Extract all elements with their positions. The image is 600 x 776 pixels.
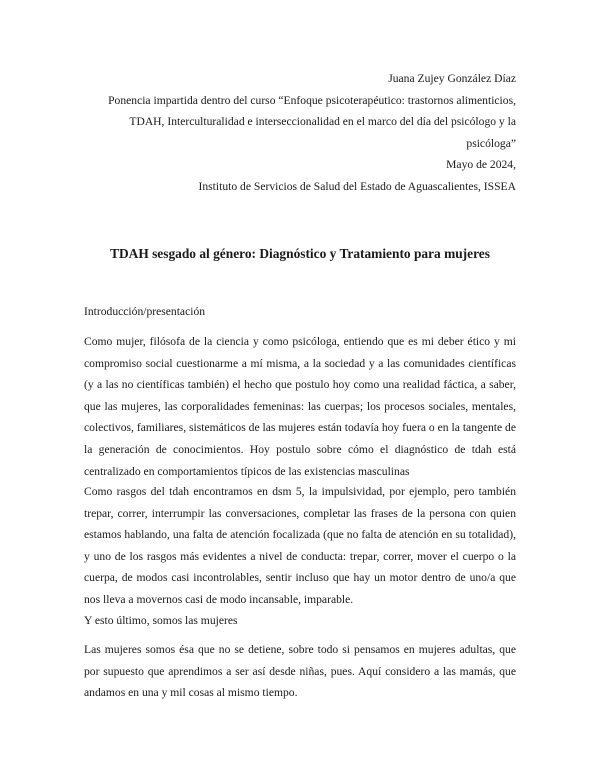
paragraph-line: trepar, correr, interrumpir las conversaciones, completar las frases de la persona con quien bbox=[84, 506, 516, 520]
header-line: Ponencia impartida dentro del curso “Enfoque psicoterapéutico: trastornos alimenticios, bbox=[108, 93, 516, 107]
header-line: psicóloga” bbox=[466, 136, 516, 150]
paragraph-line: (y a las no científicas también) el hecho que postulo hoy como una realidad fáctica, a saber, bbox=[84, 378, 516, 392]
paragraph bbox=[84, 481, 516, 611]
paragraph-line: estamos hablando, una falta de atención focalizada (que no falta de atención en su totalidad), bbox=[84, 528, 516, 542]
paragraph-line: nos lleva a movernos casi de modo incansable, imparable. bbox=[84, 592, 354, 606]
header-block bbox=[82, 68, 516, 198]
paragraph-line: Las mujeres somos ésa que no se detiene, sobre todo si pensamos en mujeres adultas, que bbox=[84, 643, 516, 656]
paragraph-line: Como mujer, filósofa de la ciencia y como psicóloga, entiendo que es mi deber ético y mi bbox=[84, 335, 516, 348]
paragraph-line: compromiso social cuestionarme a mí misma, a la sociedad y a las comunidades científicas bbox=[84, 356, 516, 370]
section-heading: Introducción/presentación bbox=[84, 305, 206, 318]
paragraph-line: por supuesto que aprendimos a ser así desde niñas, pues. Aquí considero a las mamás, que bbox=[84, 664, 516, 678]
paragraph-line: Como rasgos del tdah encontramos en dsm 5, la impulsividad, por ejemplo, pero también bbox=[84, 485, 516, 498]
paragraph-line: la generación de conocimientos. Hoy postulo sobre cómo el diagnóstico de tdah está bbox=[84, 442, 516, 456]
paragraph-line: que las mujeres, las corporalidades femeninas: las cuerpas; los procesos sociales, mentales, bbox=[84, 399, 516, 413]
paragraph bbox=[84, 331, 516, 482]
header-line: TDAH, Interculturalidad e interseccionalidad en el marco del día del psicólogo y la bbox=[129, 115, 516, 129]
paragraph bbox=[84, 610, 516, 632]
header-date: Mayo de 2024, bbox=[446, 158, 516, 172]
document-title: TDAH sesgado al género: Diagnóstico y Tratamiento para mujeres bbox=[110, 246, 490, 261]
paragraph-line: Y esto último, somos las mujeres bbox=[84, 614, 238, 627]
paragraph-line: centralizado en comportamientos típicos de las existencias masculinas bbox=[84, 464, 410, 478]
paragraph-line: cuerpa, de modos casi incontrolables, sentir incluso que hay un motor dentro de uno/a que bbox=[84, 571, 516, 585]
paragraph bbox=[84, 639, 516, 704]
header-institution: Instituto de Servicios de Salud del Estado de Aguascalientes, ISSEA bbox=[198, 179, 516, 193]
paragraph-line: andamos en una y mil cosas al mismo tiempo. bbox=[84, 686, 298, 700]
paragraph-line: y uno de los rasgos más evidentes a nivel de conducta: trepar, correr, mover el cuerpo o la bbox=[84, 549, 516, 563]
author-name: Juana Zujey González Díaz bbox=[388, 72, 516, 85]
paragraph-line: colectivos, familiares, sistemáticos de las mujeres están todavía hoy fuera o en la tangente de bbox=[84, 421, 516, 435]
